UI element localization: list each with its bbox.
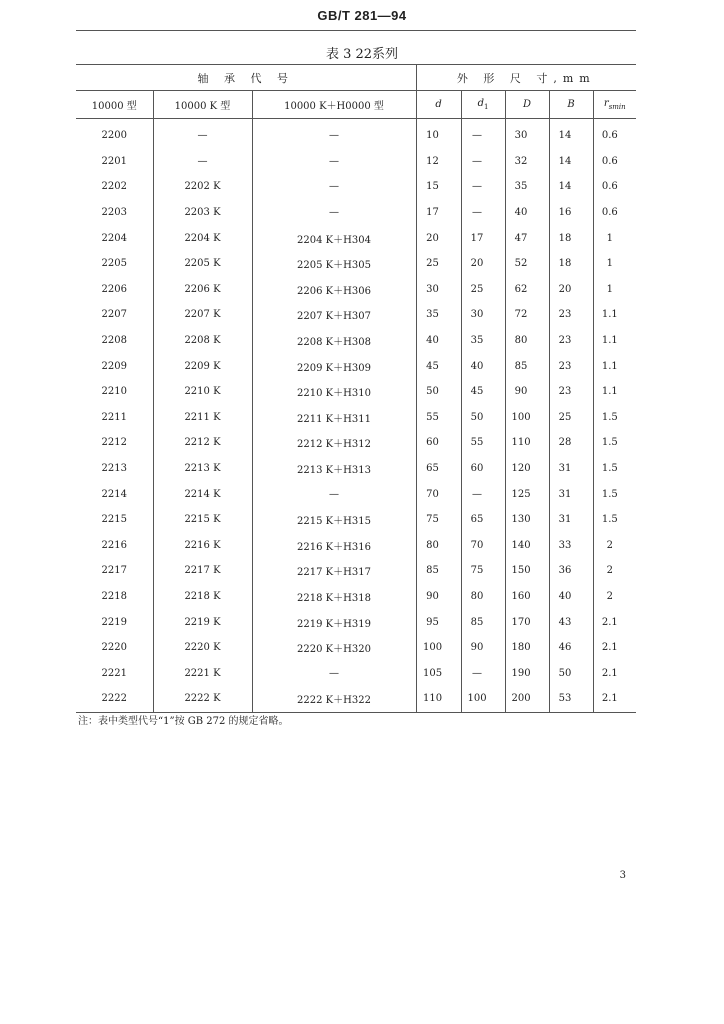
col-header-B xyxy=(549,91,593,119)
table-row xyxy=(76,405,636,431)
cell-B: 46 xyxy=(549,635,593,661)
cell-d: 60 xyxy=(416,430,461,456)
cell-rsmin: 2 xyxy=(606,565,613,577)
cell-type-10000: 2218 xyxy=(76,584,153,610)
cell-d: 40 xyxy=(416,328,461,354)
col-header-B-label: B xyxy=(567,99,575,110)
cell-type-10000: 2204 xyxy=(76,225,153,251)
cell-B: 20 xyxy=(549,277,593,303)
bearing-code-group-header: 轴 承 代 号 xyxy=(76,65,416,91)
cell-B: 36 xyxy=(549,558,593,584)
cell-B: 50 xyxy=(549,660,593,686)
cell-type-10000: 2201 xyxy=(76,149,153,175)
cell-D: 150 xyxy=(505,558,549,584)
cell-d1: 25 xyxy=(461,277,505,303)
cell-type-10000: 2213 xyxy=(76,456,153,482)
table-row xyxy=(76,328,636,354)
cell-type-10000: 2208 xyxy=(76,328,153,354)
cell-D: 160 xyxy=(505,584,549,610)
cell-type-10000k: 2204 K xyxy=(153,225,252,251)
col-header-type-10000k: 10000 K 型 xyxy=(153,91,252,119)
table-row xyxy=(76,302,636,328)
cell-type-10000k-h0000: 2222 K＋H322 xyxy=(252,686,416,712)
table-row xyxy=(76,119,636,149)
col-header-D xyxy=(505,91,549,119)
cell-rsmin: 1.5 xyxy=(601,411,618,423)
cell-type-10000k: 2212 K xyxy=(153,430,252,456)
cell-B: 18 xyxy=(549,251,593,277)
cell-d1: 20 xyxy=(461,251,505,277)
cell-d: 12 xyxy=(416,149,461,175)
cell-type-10000k-h0000: 2212 K＋H312 xyxy=(252,430,416,456)
table-row xyxy=(76,379,636,405)
cell-type-10000k: 2208 K xyxy=(153,328,252,354)
col-header-d1 xyxy=(461,91,505,119)
cell-d1: 100 xyxy=(461,686,505,712)
cell-type-10000k: 2209 K xyxy=(153,353,252,379)
table-row xyxy=(76,609,636,635)
cell-type-10000k: — xyxy=(153,149,252,175)
cell-rsmin: 2.1 xyxy=(601,616,618,628)
cell-D: 47 xyxy=(505,225,549,251)
cell-type-10000k-h0000: 2209 K＋H309 xyxy=(252,353,416,379)
table-row xyxy=(76,558,636,584)
cell-d1: 60 xyxy=(461,456,505,482)
cell-d1: — xyxy=(461,149,505,175)
cell-d: 80 xyxy=(416,533,461,559)
cell-type-10000: 2211 xyxy=(76,405,153,431)
cell-d: 20 xyxy=(416,225,461,251)
cell-d1: 85 xyxy=(461,609,505,635)
cell-D: 40 xyxy=(505,200,549,226)
cell-B: 14 xyxy=(549,174,593,200)
cell-d1: 80 xyxy=(461,584,505,610)
cell-d: 55 xyxy=(416,405,461,431)
cell-d1: 75 xyxy=(461,558,505,584)
cell-type-10000k-h0000: — xyxy=(252,119,416,149)
cell-B: 18 xyxy=(549,225,593,251)
cell-type-10000: 2205 xyxy=(76,251,153,277)
table-row xyxy=(76,251,636,277)
table-row xyxy=(76,174,636,200)
table-row xyxy=(76,277,636,303)
cell-type-10000: 2220 xyxy=(76,635,153,661)
col-header-rsmin xyxy=(593,91,636,119)
cell-D: 72 xyxy=(505,302,549,328)
cell-D: 80 xyxy=(505,328,549,354)
cell-D: 200 xyxy=(505,686,549,712)
cell-type-10000: 2210 xyxy=(76,379,153,405)
cell-rsmin: 0.6 xyxy=(601,181,618,193)
cell-type-10000k-h0000: 2205 K＋H305 xyxy=(252,251,416,277)
cell-d1: — xyxy=(461,660,505,686)
cell-B: 23 xyxy=(549,379,593,405)
cell-rsmin: 0.6 xyxy=(601,207,618,219)
cell-rsmin: 1.1 xyxy=(601,335,618,347)
cell-type-10000: 2222 xyxy=(76,686,153,712)
bearing-dimension-table xyxy=(76,64,636,713)
cell-type-10000: 2221 xyxy=(76,660,153,686)
group-header-row xyxy=(76,65,636,91)
cell-d: 50 xyxy=(416,379,461,405)
cell-D: 120 xyxy=(505,456,549,482)
cell-d1: — xyxy=(461,119,505,149)
cell-type-10000k-h0000: 2210 K＋H310 xyxy=(252,379,416,405)
cell-type-10000k-h0000: 2220 K＋H320 xyxy=(252,635,416,661)
cell-type-10000: 2217 xyxy=(76,558,153,584)
cell-D: 125 xyxy=(505,481,549,507)
cell-rsmin: 1.1 xyxy=(601,386,618,398)
cell-B: 23 xyxy=(549,353,593,379)
cell-rsmin: 0.6 xyxy=(601,155,618,167)
cell-d: 95 xyxy=(416,609,461,635)
cell-B: 14 xyxy=(549,149,593,175)
cell-D: 30 xyxy=(505,119,549,149)
cell-d1: 35 xyxy=(461,328,505,354)
cell-type-10000k: 2218 K xyxy=(153,584,252,610)
cell-type-10000k-h0000: 2207 K＋H307 xyxy=(252,302,416,328)
table-row xyxy=(76,456,636,482)
cell-rsmin: 2 xyxy=(606,590,613,602)
cell-type-10000: 2200 xyxy=(76,119,153,149)
cell-d1: 65 xyxy=(461,507,505,533)
col-header-rsmin-subscript: smin xyxy=(608,103,626,111)
cell-d: 90 xyxy=(416,584,461,610)
table-title: 表 3 22系列 xyxy=(325,47,399,62)
cell-d: 70 xyxy=(416,481,461,507)
table-row xyxy=(76,149,636,175)
cell-B: 23 xyxy=(549,302,593,328)
cell-type-10000k-h0000: 2213 K＋H313 xyxy=(252,456,416,482)
cell-B: 53 xyxy=(549,686,593,712)
cell-d: 35 xyxy=(416,302,461,328)
cell-type-10000k-h0000: 2217 K＋H317 xyxy=(252,558,416,584)
cell-rsmin: 1 xyxy=(606,283,613,295)
table-row xyxy=(76,507,636,533)
cell-type-10000: 2209 xyxy=(76,353,153,379)
cell-d1: 55 xyxy=(461,430,505,456)
table-row xyxy=(76,481,636,507)
cell-type-10000k-h0000: — xyxy=(252,660,416,686)
cell-type-10000: 2202 xyxy=(76,174,153,200)
cell-D: 110 xyxy=(505,430,549,456)
cell-B: 14 xyxy=(549,119,593,149)
cell-d: 85 xyxy=(416,558,461,584)
table-row xyxy=(76,225,636,251)
cell-type-10000k-h0000: 2215 K＋H315 xyxy=(252,507,416,533)
cell-d: 17 xyxy=(416,200,461,226)
dimension-group-header: 外 形 尺 寸,mm xyxy=(416,65,636,91)
cell-d: 30 xyxy=(416,277,461,303)
cell-type-10000k-h0000: 2218 K＋H318 xyxy=(252,584,416,610)
col-header-D-label: D xyxy=(523,99,532,110)
table-row xyxy=(76,584,636,610)
cell-rsmin: 2 xyxy=(606,539,613,551)
header-rule xyxy=(76,30,636,31)
cell-type-10000k: 2214 K xyxy=(153,481,252,507)
cell-rsmin: 1.5 xyxy=(601,514,618,526)
cell-type-10000: 2207 xyxy=(76,302,153,328)
cell-rsmin: 1.5 xyxy=(601,437,618,449)
cell-type-10000k-h0000: 2219 K＋H319 xyxy=(252,609,416,635)
cell-d1: — xyxy=(461,174,505,200)
standard-code-header: GB/T 281—94 xyxy=(317,8,407,23)
cell-type-10000k: 2222 K xyxy=(153,686,252,712)
cell-B: 43 xyxy=(549,609,593,635)
cell-d: 25 xyxy=(416,251,461,277)
table-note: 注：表中类型代号“1”按 GB 272 的规定省略。 xyxy=(78,716,289,727)
cell-d1: 30 xyxy=(461,302,505,328)
cell-type-10000k: 2210 K xyxy=(153,379,252,405)
cell-rsmin: 1.1 xyxy=(601,360,618,372)
col-header-type-10000k-h0000: 10000 K＋H0000 型 xyxy=(252,91,416,119)
cell-d: 65 xyxy=(416,456,461,482)
cell-d: 75 xyxy=(416,507,461,533)
cell-type-10000k: 2217 K xyxy=(153,558,252,584)
cell-rsmin: 1 xyxy=(606,232,613,244)
col-header-d1-subscript: 1 xyxy=(483,103,489,111)
cell-d1: — xyxy=(461,200,505,226)
cell-d1: 90 xyxy=(461,635,505,661)
cell-B: 31 xyxy=(549,456,593,482)
table-row xyxy=(76,200,636,226)
col-header-d-label: d xyxy=(435,99,442,110)
cell-rsmin: 2.1 xyxy=(593,686,636,712)
cell-rsmin: 0.6 xyxy=(601,130,618,142)
cell-B: 28 xyxy=(549,430,593,456)
col-header-type-10000: 10000 型 xyxy=(76,91,153,119)
cell-type-10000k-h0000: — xyxy=(252,149,416,175)
cell-type-10000k: 2220 K xyxy=(153,635,252,661)
cell-d1: 50 xyxy=(461,405,505,431)
cell-d: 10 xyxy=(416,119,461,149)
cell-type-10000k-h0000: — xyxy=(252,200,416,226)
cell-B: 33 xyxy=(549,533,593,559)
cell-type-10000k-h0000: — xyxy=(252,481,416,507)
cell-type-10000: 2212 xyxy=(76,430,153,456)
cell-type-10000k: 2211 K xyxy=(153,405,252,431)
cell-type-10000k-h0000: 2211 K＋H311 xyxy=(252,405,416,431)
cell-rsmin: 1 xyxy=(606,258,613,270)
col-header-d xyxy=(416,91,461,119)
cell-d: 100 xyxy=(416,635,461,661)
cell-B: 40 xyxy=(549,584,593,610)
cell-D: 140 xyxy=(505,533,549,559)
cell-type-10000k: 2202 K xyxy=(153,174,252,200)
cell-D: 35 xyxy=(505,174,549,200)
cell-type-10000: 2215 xyxy=(76,507,153,533)
cell-B: 31 xyxy=(549,481,593,507)
cell-type-10000k: 2205 K xyxy=(153,251,252,277)
cell-rsmin: 1.5 xyxy=(601,488,618,500)
cell-type-10000k: 2213 K xyxy=(153,456,252,482)
table-body xyxy=(76,119,636,713)
cell-type-10000: 2214 xyxy=(76,481,153,507)
cell-B: 23 xyxy=(549,328,593,354)
cell-d1: 40 xyxy=(461,353,505,379)
cell-type-10000k-h0000: 2206 K＋H306 xyxy=(252,277,416,303)
table-row xyxy=(76,635,636,661)
cell-B: 31 xyxy=(549,507,593,533)
table-row xyxy=(76,353,636,379)
cell-d: 110 xyxy=(416,686,461,712)
cell-D: 100 xyxy=(505,405,549,431)
cell-d1: — xyxy=(461,481,505,507)
cell-type-10000k: 2216 K xyxy=(153,533,252,559)
cell-type-10000k: 2219 K xyxy=(153,609,252,635)
cell-rsmin: 2.1 xyxy=(601,642,618,654)
table-row xyxy=(76,430,636,456)
cell-type-10000: 2203 xyxy=(76,200,153,226)
cell-D: 180 xyxy=(505,635,549,661)
cell-d: 105 xyxy=(416,660,461,686)
cell-D: 52 xyxy=(505,251,549,277)
cell-d1: 45 xyxy=(461,379,505,405)
cell-type-10000k-h0000: 2216 K＋H316 xyxy=(252,533,416,559)
cell-type-10000k: 2221 K xyxy=(153,660,252,686)
cell-rsmin: 2.1 xyxy=(601,667,618,679)
page-number: 3 xyxy=(619,870,626,881)
cell-type-10000k: 2207 K xyxy=(153,302,252,328)
col-header-d1-label: d xyxy=(477,98,484,109)
cell-type-10000k: — xyxy=(153,119,252,149)
cell-rsmin: 1.5 xyxy=(601,463,618,475)
cell-type-10000k: 2206 K xyxy=(153,277,252,303)
cell-type-10000: 2216 xyxy=(76,533,153,559)
table-row xyxy=(76,533,636,559)
cell-d: 45 xyxy=(416,353,461,379)
cell-D: 62 xyxy=(505,277,549,303)
cell-rsmin: 1.1 xyxy=(601,309,618,321)
cell-d: 15 xyxy=(416,174,461,200)
col-header-rsmin-label: r xyxy=(603,98,609,109)
cell-type-10000k-h0000: — xyxy=(252,174,416,200)
cell-type-10000k-h0000: 2208 K＋H308 xyxy=(252,328,416,354)
column-header-row xyxy=(76,91,636,119)
cell-B: 25 xyxy=(549,405,593,431)
cell-type-10000: 2219 xyxy=(76,609,153,635)
cell-d1: 17 xyxy=(461,225,505,251)
cell-type-10000k: 2203 K xyxy=(153,200,252,226)
cell-type-10000: 2206 xyxy=(76,277,153,303)
cell-B: 16 xyxy=(549,200,593,226)
cell-D: 85 xyxy=(505,353,549,379)
cell-d1: 70 xyxy=(461,533,505,559)
cell-D: 170 xyxy=(505,609,549,635)
cell-D: 190 xyxy=(505,660,549,686)
cell-D: 130 xyxy=(505,507,549,533)
cell-type-10000k: 2215 K xyxy=(153,507,252,533)
cell-type-10000k-h0000: 2204 K＋H304 xyxy=(252,225,416,251)
cell-D: 90 xyxy=(505,379,549,405)
cell-D: 32 xyxy=(505,149,549,175)
table-row xyxy=(76,660,636,686)
table-row xyxy=(76,686,636,712)
